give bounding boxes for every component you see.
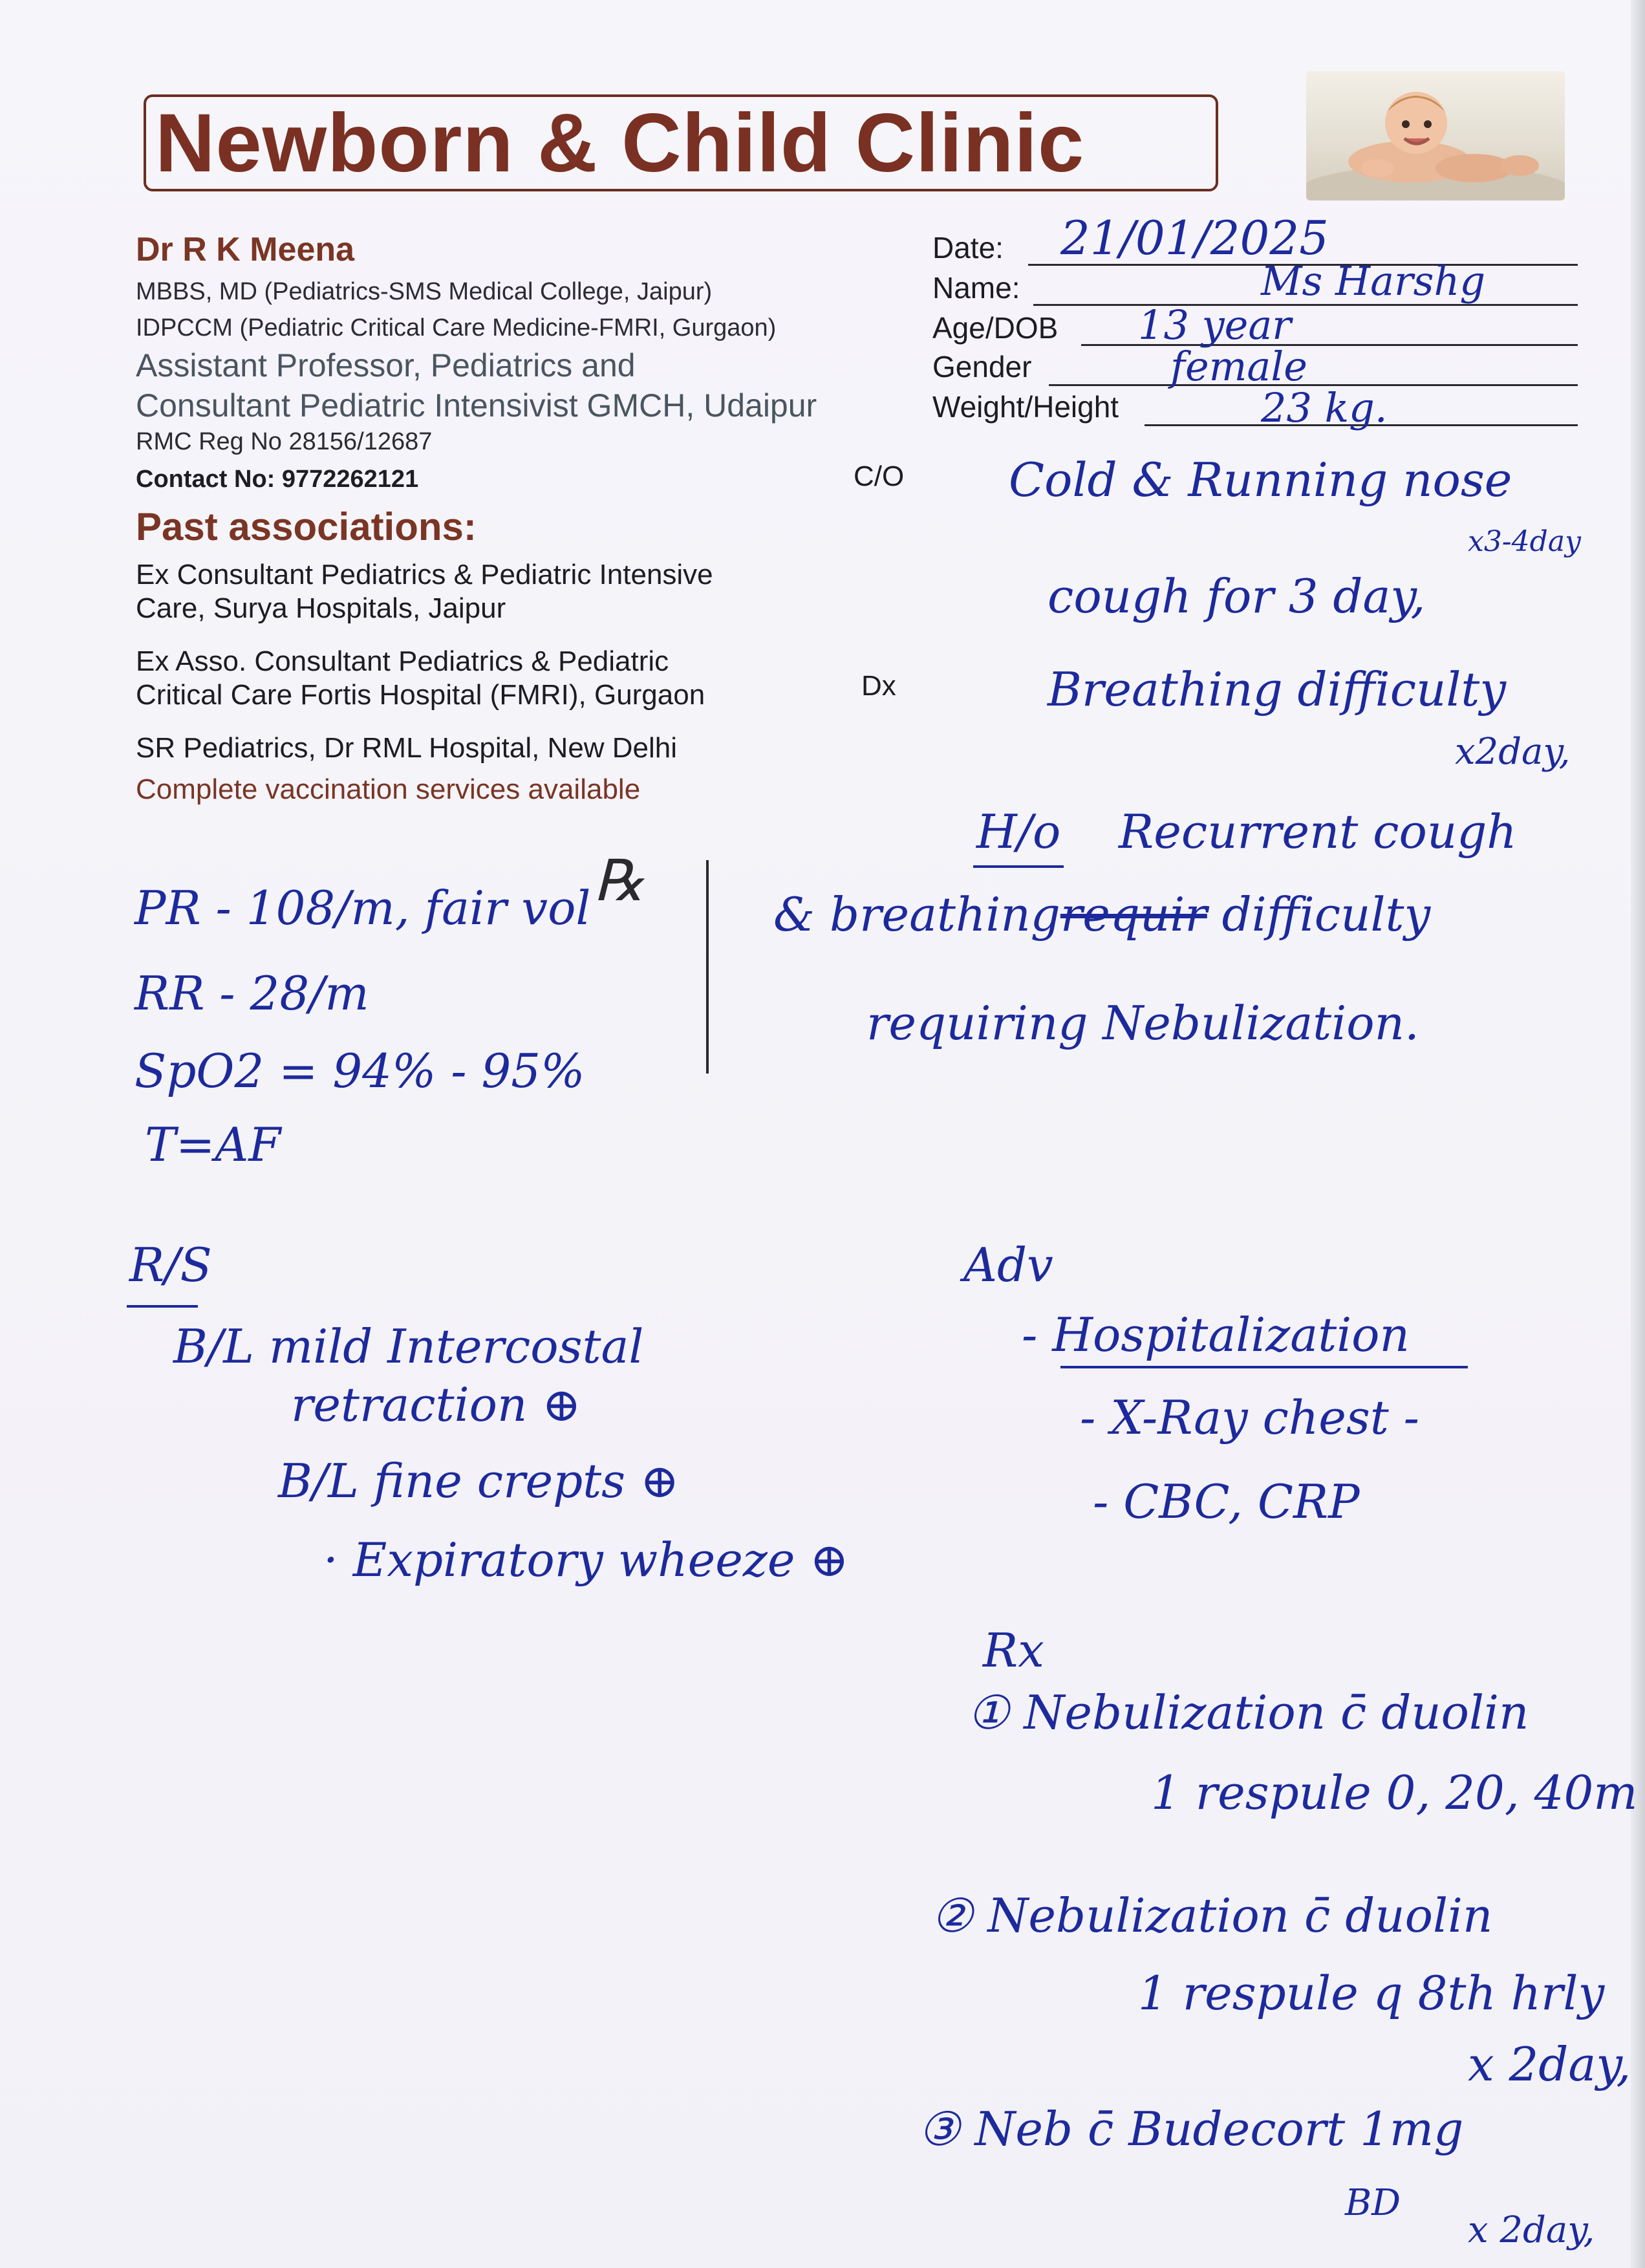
complaint-line: Cold & Running nose: [1009, 453, 1512, 507]
baby-illustration: [1306, 71, 1565, 200]
treatment-line: 1 respule 0, 20, 40m: [1151, 1766, 1638, 1820]
patient-gender: female: [1170, 343, 1307, 390]
treatment-line: ① Nebulization c̄ duolin: [967, 1685, 1529, 1740]
history-line: Recurrent cough: [1119, 805, 1517, 859]
doctor-contact: Contact No: 9772262121: [136, 466, 419, 493]
treatment-duration: x 2day,: [1468, 2209, 1595, 2251]
treatment-duration: x 2day,: [1468, 2037, 1631, 2091]
co-label: C/O: [854, 460, 905, 492]
exam-line: B/L mild Intercostal: [173, 1319, 644, 1374]
complaint-duration: x3-4day: [1468, 525, 1581, 558]
history-label: H/o: [976, 805, 1061, 859]
vital-pr: PR - 108/m, fair vol: [134, 881, 591, 935]
past-association-line: SR Pediatrics, Dr RML Hospital, New Delhi: [136, 732, 678, 764]
advice-item: - X-Ray chest -: [1080, 1390, 1419, 1445]
treatment-line: ② Nebulization c̄ duolin: [931, 1888, 1493, 1943]
exam-line: retraction ⊕: [291, 1377, 581, 1432]
past-association-line: Ex Asso. Consultant Pediatrics & Pediatric: [136, 645, 669, 677]
vital-spo2: SpO2 = 94% - 95%: [134, 1044, 585, 1098]
history-struck-text: requir: [1060, 887, 1207, 942]
treatment-line: BD: [1345, 2182, 1401, 2224]
complaint-line: cough for 3 day,: [1048, 569, 1426, 623]
weight-label: Weight/Height: [932, 390, 1119, 424]
patient-weight: 23 kg.: [1261, 384, 1388, 431]
history-underline: [973, 865, 1064, 868]
vital-temp: T=AF: [145, 1118, 281, 1172]
past-association-line: Care, Surya Hospitals, Jaipur: [136, 592, 506, 624]
complaint-line: Breathing difficulty: [1048, 662, 1507, 717]
history-line: requiring Nebulization.: [866, 996, 1419, 1050]
dx-label: Dx: [861, 670, 896, 702]
gender-label: Gender: [932, 350, 1032, 383]
past-associations-heading: Past associations:: [136, 505, 477, 548]
doctor-credential: Consultant Pediatric Intensivist GMCH, Udaipur: [136, 387, 817, 424]
vaccination-note: Complete vaccination services available: [136, 773, 641, 805]
advice-item: - CBC, CRP: [1093, 1474, 1360, 1529]
age-label: Age/DOB: [932, 311, 1059, 345]
exam-line: · Expiratory wheeze ⊕: [323, 1533, 849, 1587]
exam-underline: [127, 1305, 198, 1308]
treatment-line: ③ Neb c̄ Budecort 1mg: [918, 2102, 1464, 2156]
advice-item: - Hospitalization: [1022, 1308, 1410, 1362]
exam-line: B/L fine crepts ⊕: [278, 1454, 680, 1508]
advice-label: Adv: [963, 1238, 1053, 1292]
complaint-duration: x2day,: [1455, 731, 1571, 773]
patient-date: 21/01/2025: [1060, 211, 1329, 265]
history-text: difficulty: [1221, 887, 1431, 942]
doctor-credential: IDPCCM (Pediatric Critical Care Medicine-FMRI, Gurgaon): [136, 314, 777, 341]
patient-age: 13 year: [1138, 301, 1291, 349]
doctor-credential: Assistant Professor, Pediatrics and: [136, 347, 636, 383]
advice-underline: [1060, 1366, 1468, 1368]
doctor-name: Dr R K Meena: [136, 231, 355, 268]
treatment-label: Rx: [983, 1623, 1044, 1678]
treatment-line: 1 respule q 8th hrly: [1138, 1966, 1605, 2020]
history-text: & breathing: [773, 887, 1060, 942]
date-label: Date:: [932, 231, 1004, 265]
patient-name: Ms Harshg: [1261, 257, 1486, 305]
vertical-divider: [706, 860, 709, 1074]
exam-label: R/S: [129, 1238, 212, 1292]
doctor-credential: MBBS, MD (Pediatrics-SMS Medical College, Jaipur): [136, 278, 713, 305]
rx-symbol: ℞: [594, 847, 645, 914]
history-line: [773, 887, 1430, 942]
past-association-line: Critical Care Fortis Hospital (FMRI), Gurgaon: [136, 679, 705, 711]
doctor-reg-number: RMC Reg No 28156/12687: [136, 428, 433, 455]
vital-rr: RR - 28/m: [134, 966, 369, 1021]
clinic-title: Newborn & Child Clinic: [155, 97, 1085, 189]
past-association-line: Ex Consultant Pediatrics & Pediatric Intensive: [136, 559, 713, 590]
name-label: Name:: [932, 271, 1020, 305]
paper-edge: [1631, 0, 1645, 2268]
baby-photo: [1306, 71, 1565, 200]
